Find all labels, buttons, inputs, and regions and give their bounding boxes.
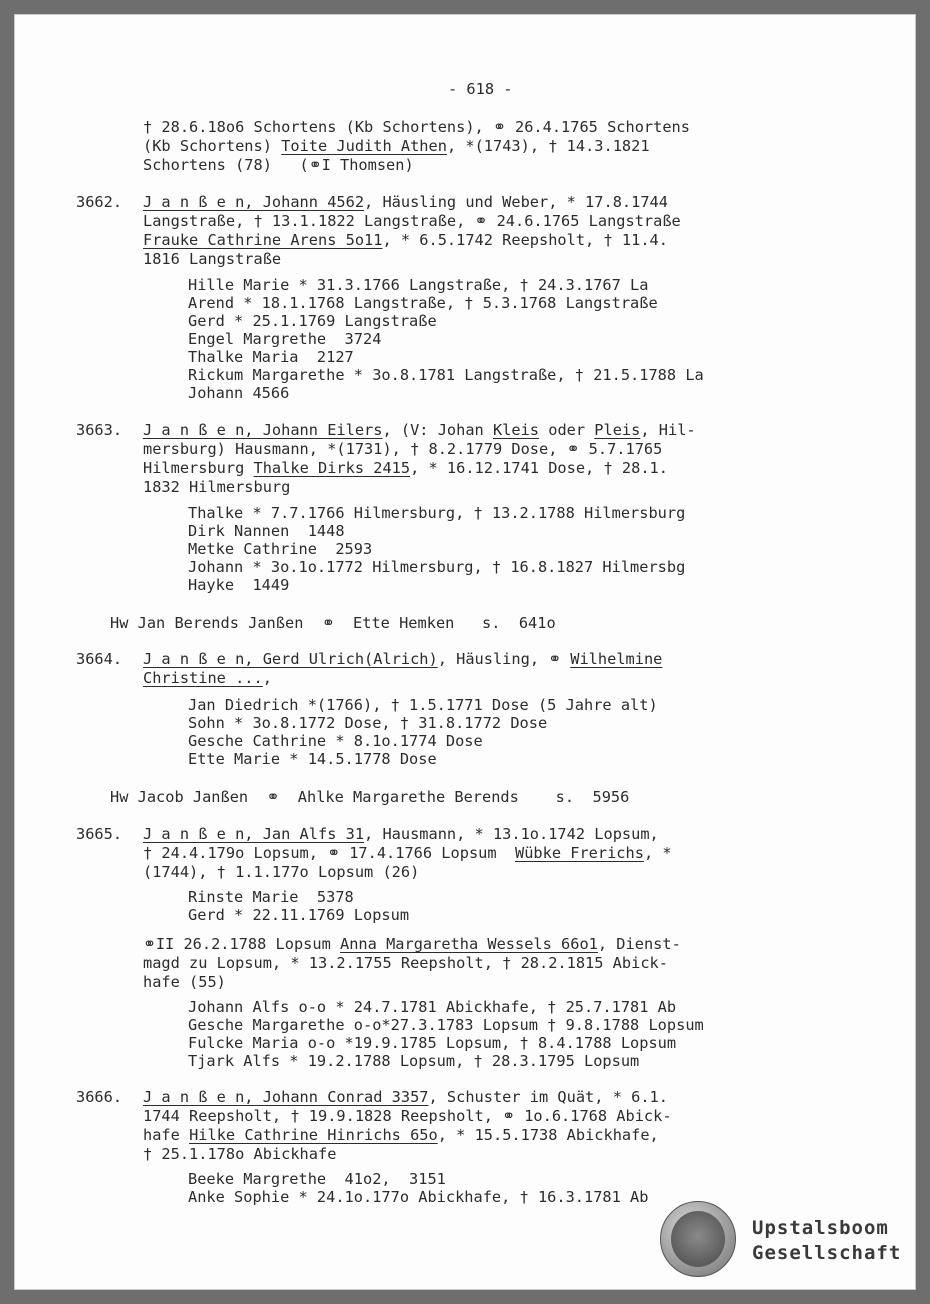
text-line: † 25.1.178o Abickhafe <box>143 1145 337 1163</box>
text-line: (1744), † 1.1.177o Lopsum (26) <box>143 863 420 881</box>
entry-number: 3666. <box>76 1088 123 1106</box>
text-line: mersburg) Hausmann, *(1731), † 8.2.1779 Dose, ⚭ 5.7.1765 <box>143 440 663 458</box>
text-line: J a n ß e n, Johann Eilers, (V: Johan Kleis oder Pleis, Hil- <box>143 421 696 439</box>
child-line: Anke Sophie * 24.1o.177o Abickhafe, † 16.3.1781 Ab <box>188 1188 649 1206</box>
child-line: Hille Marie * 31.3.1766 Langstraße, † 24.3.1767 La <box>188 276 649 294</box>
text-line: magd zu Lopsum, * 13.2.1755 Reepsholt, † 28.2.1815 Abick- <box>143 954 668 972</box>
text-line: J a n ß e n, Jan Alfs 31, Hausmann, * 13.1o.1742 Lopsum, <box>143 825 659 843</box>
child-line: Engel Margrethe 3724 <box>188 330 382 348</box>
logo-line-1: Upstalsboom <box>752 1217 889 1239</box>
child-line: Gesche Margarethe o-o*27.3.1783 Lopsum † 9.8.1788 Lopsum <box>188 1016 704 1034</box>
upstalsboom-seal-icon <box>660 1201 736 1277</box>
text-line: 1832 Hilmersburg <box>143 478 291 496</box>
text-line: ⚭II 26.2.1788 Lopsum Anna Margaretha Wessels 66o1, Dienst- <box>143 935 681 953</box>
child-line: Thalke Maria 2127 <box>188 348 354 366</box>
child-line: Gerd * 25.1.1769 Langstraße <box>188 312 437 330</box>
child-line: Johann Alfs o-o * 24.7.1781 Abickhafe, † 25.7.1781 Ab <box>188 998 677 1016</box>
text-line: Christine ..., <box>143 669 272 687</box>
child-line: Gerd * 22.11.1769 Lopsum <box>188 906 410 924</box>
child-line: Johann * 3o.1o.1772 Hilmersburg, † 16.8.1827 Hilmersbg <box>188 558 686 576</box>
text-line: † 28.6.18o6 Schortens (Kb Schortens), ⚭ 26.4.1765 Schortens <box>143 118 690 136</box>
text-line: J a n ß e n, Gerd Ulrich(Alrich), Häusling, ⚭ Wilhelmine <box>143 650 663 668</box>
child-line: Sohn * 3o.8.1772 Dose, † 31.8.1772 Dose <box>188 714 548 732</box>
text-line: Langstraße, † 13.1.1822 Langstraße, ⚭ 24.6.1765 Langstraße <box>143 212 681 230</box>
logo-line-2: Gesellschaft <box>752 1242 902 1264</box>
entry-number: 3664. <box>76 650 123 668</box>
child-line: Johann 4566 <box>188 384 290 402</box>
child-line: Jan Diedrich *(1766), † 1.5.1771 Dose (5 Jahre alt) <box>188 696 658 714</box>
child-line: Gesche Cathrine * 8.1o.1774 Dose <box>188 732 483 750</box>
child-line: Ette Marie * 14.5.1778 Dose <box>188 750 437 768</box>
child-line: Rinste Marie 5378 <box>188 888 354 906</box>
text-line: 1816 Langstraße <box>143 250 282 268</box>
text-line: hafe (55) <box>143 973 226 991</box>
text-line: (Kb Schortens) Toite Judith Athen, *(1743), † 14.3.1821 <box>143 137 650 155</box>
text-line: † 24.4.179o Lopsum, ⚭ 17.4.1766 Lopsum Wübke Frerichs, * <box>143 844 672 862</box>
entry-number: 3663. <box>76 421 123 439</box>
child-line: Tjark Alfs * 19.2.1788 Lopsum, † 28.3.1795 Lopsum <box>188 1052 640 1070</box>
text-line: Hilmersburg Thalke Dirks 2415, * 16.12.1741 Dose, † 28.1. <box>143 459 668 477</box>
child-line: Fulcke Maria o-o *19.9.1785 Lopsum, † 8.4.1788 Lopsum <box>188 1034 677 1052</box>
seal-figures-icon <box>671 1211 725 1267</box>
text-line: J a n ß e n, Johann Conrad 3357, Schuster im Quät, * 6.1. <box>143 1088 668 1106</box>
child-line: Thalke * 7.7.1766 Hilmersburg, † 13.2.1788 Hilmersburg <box>188 504 686 522</box>
page-number: - 618 - <box>448 80 513 98</box>
child-line: Metke Cathrine 2593 <box>188 540 373 558</box>
text-line: Schortens (78) (⚭I Thomsen) <box>143 156 414 174</box>
text-line: 1744 Reepsholt, † 19.9.1828 Reepsholt, ⚭ 1o.6.1768 Abick- <box>143 1107 672 1125</box>
cross-reference: Hw Jacob Janßen ⚭ Ahlke Margarethe Berends s. 5956 <box>110 788 630 806</box>
text-line: Frauke Cathrine Arens 5o11, * 6.5.1742 Reepsholt, † 11.4. <box>143 231 668 249</box>
child-line: Rickum Margarethe * 3o.8.1781 Langstraße, † 21.5.1788 La <box>188 366 704 384</box>
text-line: J a n ß e n, Johann 4562, Häusling und Weber, * 17.8.1744 <box>143 193 668 211</box>
entry-number: 3665. <box>76 825 123 843</box>
child-line: Hayke 1449 <box>188 576 290 594</box>
cross-reference: Hw Jan Berends Janßen ⚭ Ette Hemken s. 641o <box>110 614 556 632</box>
child-line: Beeke Margrethe 41o2, 3151 <box>188 1170 446 1188</box>
child-line: Arend * 18.1.1768 Langstraße, † 5.3.1768 Langstraße <box>188 294 658 312</box>
entry-number: 3662. <box>76 193 123 211</box>
child-line: Dirk Nannen 1448 <box>188 522 345 540</box>
text-line: hafe Hilke Cathrine Hinrichs 65o, * 15.5.1738 Abickhafe, <box>143 1126 659 1144</box>
